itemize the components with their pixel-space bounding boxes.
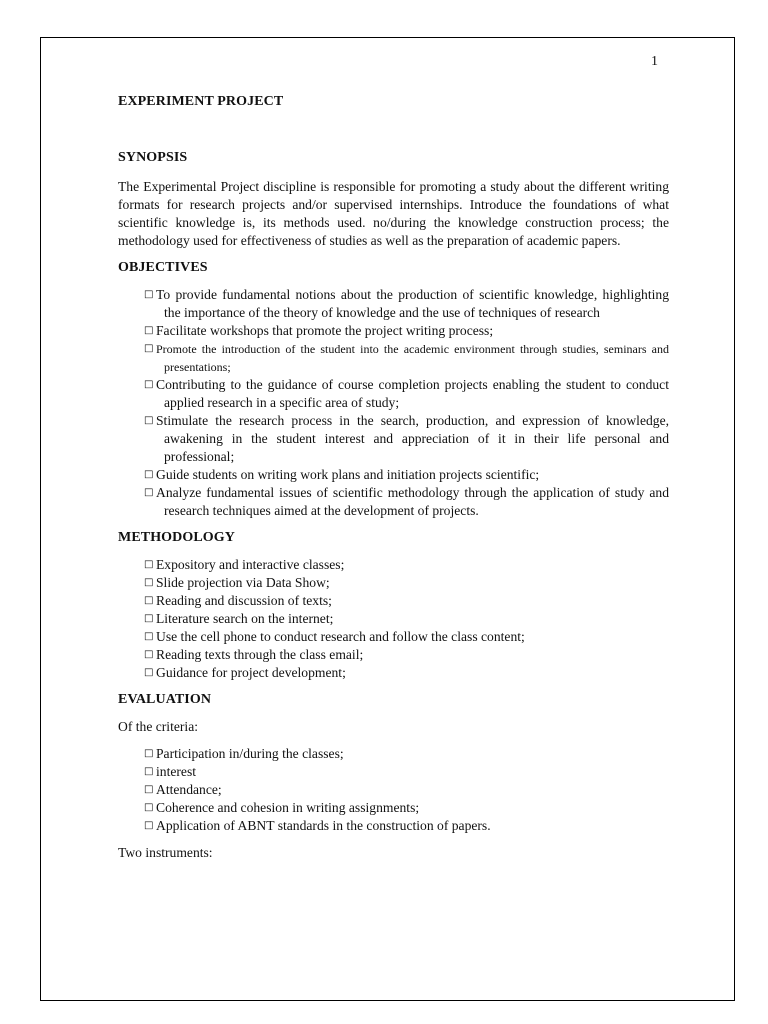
- document-body: [118, 93, 669, 862]
- checkbox-bullet-icon: □: [144, 379, 154, 390]
- methodology-text: Literature search on the internet;: [156, 611, 334, 626]
- checkbox-bullet-icon: □: [144, 667, 154, 678]
- evaluation-criteria-list: [118, 745, 669, 835]
- objective-item: [118, 376, 669, 412]
- objectives-list: [118, 286, 669, 520]
- objectives-heading: OBJECTIVES: [118, 260, 208, 275]
- methodology-text: Use the cell phone to conduct research and follow the class content;: [156, 629, 525, 644]
- criteria-item: [118, 781, 669, 799]
- objective-item: [118, 412, 669, 466]
- checkbox-bullet-icon: □: [144, 577, 154, 588]
- methodology-item: [118, 592, 669, 610]
- methodology-text: Slide projection via Data Show;: [156, 575, 330, 590]
- objective-text: To provide fundamental notions about the production of scientific knowledge, highlighting the importance of the theory of knowledge and the use of techniques of research: [156, 287, 669, 320]
- checkbox-bullet-icon: □: [144, 649, 154, 660]
- objective-item: [118, 340, 669, 376]
- checkbox-bullet-icon: □: [144, 820, 154, 831]
- objective-text: Facilitate workshops that promote the project writing process;: [156, 323, 494, 338]
- checkbox-bullet-icon: □: [144, 343, 154, 354]
- criteria-intro: Of the criteria:: [118, 719, 199, 734]
- objective-item: [118, 286, 669, 322]
- synopsis-text: The Experimental Project discipline is responsible for promoting a study about the different writing formats for research projects and/or supervised internships. Introduce the foundations of what scientific knowledge is, its methods used. no/during the knowledge construction process; the methodology used for effectiveness of studies as well as the preparation of academic papers.: [118, 179, 669, 248]
- objective-text: Contributing to the guidance of course completion projects enabling the student to conduct applied research in a specific area of study;: [156, 377, 669, 410]
- criteria-text: interest: [156, 764, 197, 779]
- document-title: EXPERIMENT PROJECT: [118, 94, 284, 109]
- checkbox-bullet-icon: □: [144, 766, 154, 777]
- checkbox-bullet-icon: □: [144, 784, 154, 795]
- checkbox-bullet-icon: □: [144, 802, 154, 813]
- criteria-item: [118, 745, 669, 763]
- methodology-item: [118, 646, 669, 664]
- page-number: 1: [651, 54, 658, 69]
- methodology-text: Guidance for project development;: [156, 665, 346, 680]
- checkbox-bullet-icon: □: [144, 289, 154, 300]
- checkbox-bullet-icon: □: [144, 748, 154, 759]
- methodology-text: Reading texts through the class email;: [156, 647, 364, 662]
- criteria-text: Attendance;: [156, 782, 222, 797]
- methodology-item: [118, 610, 669, 628]
- objective-item: [118, 484, 669, 520]
- methodology-item: [118, 574, 669, 592]
- methodology-heading: METHODOLOGY: [118, 530, 235, 545]
- objective-item: [118, 466, 669, 484]
- checkbox-bullet-icon: □: [144, 595, 154, 606]
- criteria-item: [118, 817, 669, 835]
- methodology-text: Expository and interactive classes;: [156, 557, 345, 572]
- methodology-text: Reading and discussion of texts;: [156, 593, 332, 608]
- objective-text: Guide students on writing work plans and initiation projects scientific;: [156, 467, 540, 482]
- criteria-text: Participation in/during the classes;: [156, 746, 344, 761]
- synopsis-heading: SYNOPSIS: [118, 150, 188, 165]
- objective-text: Promote the introduction of the student into the academic environment through studies, seminars and presentations;: [156, 342, 669, 374]
- criteria-item: [118, 799, 669, 817]
- objective-text: Analyze fundamental issues of scientific methodology through the application of study and research techniques aimed at the development of projects.: [156, 485, 669, 518]
- criteria-text: Coherence and cohesion in writing assignments;: [156, 800, 420, 815]
- checkbox-bullet-icon: □: [144, 415, 154, 426]
- criteria-text: Application of ABNT standards in the construction of papers.: [156, 818, 491, 833]
- criteria-item: [118, 763, 669, 781]
- checkbox-bullet-icon: □: [144, 487, 154, 498]
- checkbox-bullet-icon: □: [144, 631, 154, 642]
- methodology-list: [118, 556, 669, 682]
- methodology-item: [118, 628, 669, 646]
- checkbox-bullet-icon: □: [144, 469, 154, 480]
- methodology-item: [118, 664, 669, 682]
- methodology-item: [118, 556, 669, 574]
- instruments-intro: Two instruments:: [118, 845, 213, 860]
- evaluation-heading: EVALUATION: [118, 692, 212, 707]
- checkbox-bullet-icon: □: [144, 325, 154, 336]
- checkbox-bullet-icon: □: [144, 559, 154, 570]
- document-page: [40, 37, 735, 1001]
- checkbox-bullet-icon: □: [144, 613, 154, 624]
- objective-item: [118, 322, 669, 340]
- objective-text: Stimulate the research process in the search, production, and expression of knowledge, awakening in the student interest and appreciation of it in their life personal and professional;: [156, 413, 669, 464]
